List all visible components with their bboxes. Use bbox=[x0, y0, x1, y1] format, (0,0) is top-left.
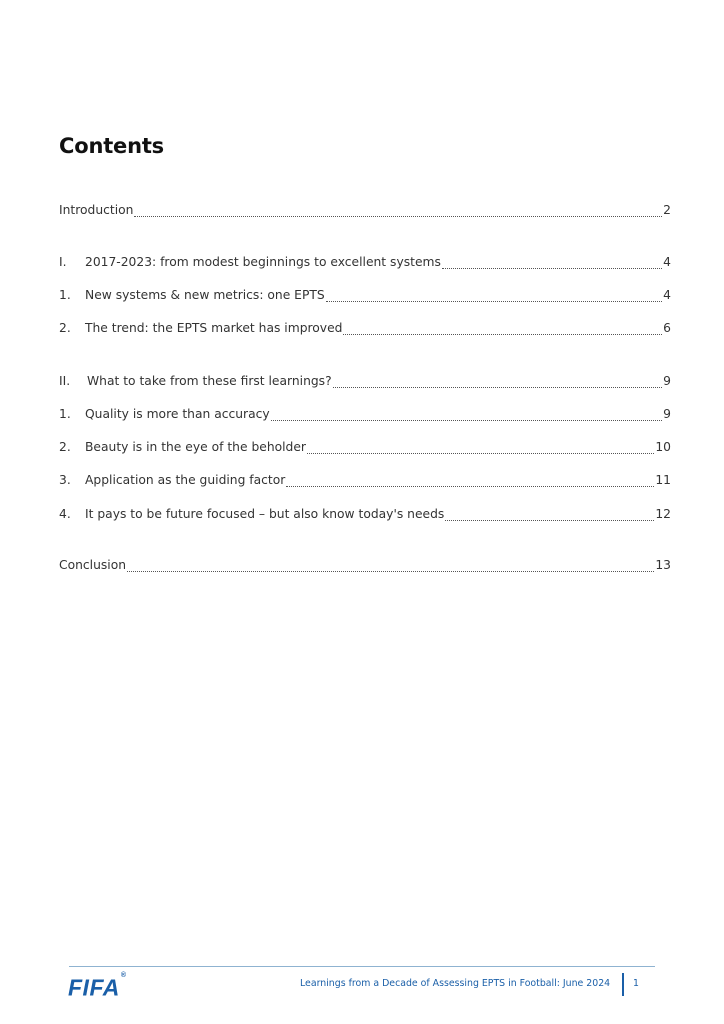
toc-entry-title: Conclusion bbox=[59, 558, 127, 572]
toc-page-number: 12 bbox=[655, 507, 671, 521]
toc-page-number: 6 bbox=[663, 321, 671, 335]
toc-entry-section-1[interactable] bbox=[59, 255, 671, 273]
toc-entry-section-2-1[interactable] bbox=[59, 407, 671, 425]
toc-entry-title: What to take from these first learnings? bbox=[87, 374, 332, 388]
toc-entry-section-2[interactable] bbox=[59, 374, 671, 392]
toc-leader-dots bbox=[343, 333, 662, 335]
toc-entry-section-1-1[interactable] bbox=[59, 288, 671, 306]
toc-entry-number: 1. bbox=[59, 288, 71, 302]
toc-entry-introduction[interactable] bbox=[59, 203, 671, 221]
toc-entry-number: 2. bbox=[59, 321, 71, 335]
toc-entry-section-2-4[interactable] bbox=[59, 507, 671, 525]
toc-page-number: 13 bbox=[655, 558, 671, 572]
footer-page-number: 1 bbox=[633, 978, 639, 989]
toc-leader-dots bbox=[442, 267, 662, 269]
fifa-logo bbox=[68, 974, 127, 1000]
toc-leader-dots bbox=[127, 570, 654, 572]
toc-page-number: 11 bbox=[655, 473, 671, 487]
toc-entry-title: Beauty is in the eye of the beholder bbox=[85, 440, 306, 454]
footer-document-title: Learnings from a Decade of Assessing EPTS in Football: June 2024 bbox=[300, 978, 611, 989]
toc-entry-title: Introduction bbox=[59, 203, 134, 217]
toc-leader-dots bbox=[445, 519, 654, 521]
toc-entry-title: Application as the guiding factor bbox=[85, 473, 286, 487]
toc-entry-number: 3. bbox=[59, 473, 71, 487]
toc-page-number: 9 bbox=[663, 407, 671, 421]
toc-page-number: 9 bbox=[663, 374, 671, 388]
fifa-logo-text: FIFA bbox=[68, 974, 120, 1001]
toc-entry-section-2-2[interactable] bbox=[59, 440, 671, 458]
toc-entry-title: The trend: the EPTS market has improved bbox=[85, 321, 343, 335]
contents-heading: Contents bbox=[59, 134, 164, 158]
toc-entry-number: 1. bbox=[59, 407, 71, 421]
footer-divider bbox=[622, 973, 624, 996]
toc-entry-title: 2017-2023: from modest beginnings to excellent systems bbox=[85, 255, 441, 269]
toc-page-number: 2 bbox=[663, 203, 671, 217]
toc-entry-number: I. bbox=[59, 255, 67, 269]
toc-entry-title: It pays to be future focused – but also know today's needs bbox=[85, 507, 445, 521]
registered-mark: ® bbox=[120, 972, 127, 979]
toc-leader-dots bbox=[134, 215, 662, 217]
toc-entry-title: New systems & new metrics: one EPTS bbox=[85, 288, 325, 302]
toc-page-number: 4 bbox=[663, 255, 671, 269]
toc-entry-title: Quality is more than accuracy bbox=[85, 407, 270, 421]
toc-leader-dots bbox=[326, 300, 662, 302]
toc-leader-dots bbox=[333, 386, 663, 388]
toc-entry-conclusion[interactable] bbox=[59, 558, 671, 576]
toc-leader-dots bbox=[286, 485, 654, 487]
toc-entry-section-1-2[interactable] bbox=[59, 321, 671, 339]
toc-entry-number: II. bbox=[59, 374, 71, 388]
toc-leader-dots bbox=[271, 419, 662, 421]
toc-page-number: 4 bbox=[663, 288, 671, 302]
footer-rule bbox=[69, 966, 655, 967]
toc-leader-dots bbox=[307, 452, 654, 454]
toc-entry-section-2-3[interactable] bbox=[59, 473, 671, 491]
toc-entry-number: 4. bbox=[59, 507, 71, 521]
toc-entry-number: 2. bbox=[59, 440, 71, 454]
toc-page-number: 10 bbox=[655, 440, 671, 454]
